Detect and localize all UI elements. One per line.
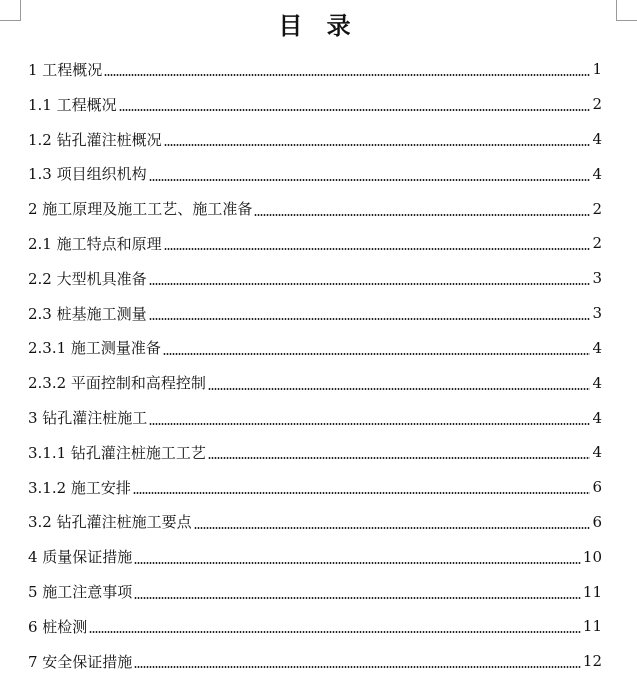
toc-entry-page: 3 — [592, 304, 602, 323]
toc-entry-label: 1 工程概况 — [28, 60, 103, 79]
toc-entry[interactable] — [28, 574, 602, 609]
dot-leader — [254, 214, 590, 216]
toc-entry-page: 2 — [592, 95, 602, 114]
toc-entry-label: 3 钻孔灌注桩施工 — [28, 409, 148, 428]
toc-entry[interactable] — [28, 505, 602, 540]
dot-leader — [149, 423, 590, 425]
toc-entry-label: 2.2 大型机具准备 — [28, 269, 147, 288]
toc-title: 目 录 — [278, 11, 359, 40]
toc-entry-label: 1.2 钻孔灌注桩概况 — [28, 130, 162, 149]
toc-entry[interactable] — [28, 52, 602, 87]
toc-entry-page: 4 — [592, 443, 602, 462]
toc-entry-page: 6 — [592, 512, 602, 531]
toc-entry[interactable] — [28, 226, 602, 261]
toc-entry-label: 3.1.1 钻孔灌注桩施工工艺 — [28, 443, 206, 462]
toc-entry-label: 5 施工注意事项 — [28, 583, 133, 602]
toc-entry-label: 7 安全保证措施 — [28, 652, 133, 671]
toc-entry-page: 4 — [592, 130, 602, 149]
dot-leader — [149, 318, 591, 320]
dot-leader — [163, 353, 591, 355]
toc-entry-label: 2 施工原理及施工工艺、施工准备 — [28, 200, 253, 219]
dot-leader — [119, 109, 591, 111]
dot-leader — [134, 666, 581, 668]
toc-entry-label: 6 桩检测 — [28, 617, 88, 636]
toc-entry[interactable] — [28, 609, 602, 644]
toc-entry[interactable] — [28, 331, 602, 366]
toc-entry-page: 6 — [592, 478, 602, 497]
toc-entry-page: 3 — [592, 269, 602, 288]
dot-leader — [208, 388, 591, 390]
toc-entry[interactable] — [28, 122, 602, 157]
toc-entry-page: 4 — [592, 338, 602, 357]
dot-leader — [134, 597, 581, 599]
toc-entry-page: 11 — [582, 582, 602, 601]
toc-entry-page: 4 — [592, 373, 602, 392]
toc-entry[interactable] — [28, 400, 602, 435]
toc-entry-label: 2.3 桩基施工测量 — [28, 304, 147, 323]
toc-entry-page: 2 — [592, 199, 602, 218]
dot-leader — [164, 248, 591, 250]
toc-entry[interactable] — [28, 87, 602, 122]
toc-entry[interactable] — [28, 470, 602, 505]
toc-entry[interactable] — [28, 156, 602, 191]
toc-entry-page: 2 — [592, 234, 602, 253]
toc-entry[interactable] — [28, 191, 602, 226]
toc-entry-page: 11 — [582, 617, 602, 636]
dot-leader — [208, 457, 591, 459]
dot-leader — [133, 492, 591, 494]
dot-leader — [149, 179, 591, 181]
toc-entry-page: 1 — [592, 60, 602, 79]
toc-entry-page: 10 — [582, 547, 602, 566]
dot-leader — [149, 283, 591, 285]
toc-entry-label: 1.1 工程概况 — [28, 95, 117, 114]
toc-entry-label: 3.1.2 施工安排 — [28, 478, 131, 497]
dot-leader — [194, 527, 591, 529]
toc-entry[interactable] — [28, 435, 602, 470]
toc-entry[interactable] — [28, 261, 602, 296]
dot-leader — [104, 74, 590, 76]
toc-entry-label: 1.3 项目组织机构 — [28, 165, 147, 184]
toc-entry[interactable] — [28, 365, 602, 400]
toc-entry-label: 2.3.2 平面控制和高程控制 — [28, 374, 206, 393]
toc-entry-page: 4 — [592, 408, 602, 427]
toc-entry-label: 4 质量保证措施 — [28, 548, 133, 567]
toc-entry-page: 4 — [592, 164, 602, 183]
dot-leader — [164, 144, 591, 146]
toc-entry[interactable] — [28, 296, 602, 331]
toc-entry[interactable] — [28, 644, 602, 679]
toc-entry[interactable] — [28, 539, 602, 574]
toc-entry-label: 2.3.1 施工测量准备 — [28, 339, 161, 358]
dot-leader — [134, 562, 581, 564]
toc-entry-page: 12 — [582, 652, 602, 671]
dot-leader — [89, 631, 581, 633]
toc-entry-label: 3.2 钻孔灌注桩施工要点 — [28, 513, 192, 532]
toc-entry-label: 2.1 施工特点和原理 — [28, 234, 162, 253]
table-of-contents — [28, 52, 602, 679]
